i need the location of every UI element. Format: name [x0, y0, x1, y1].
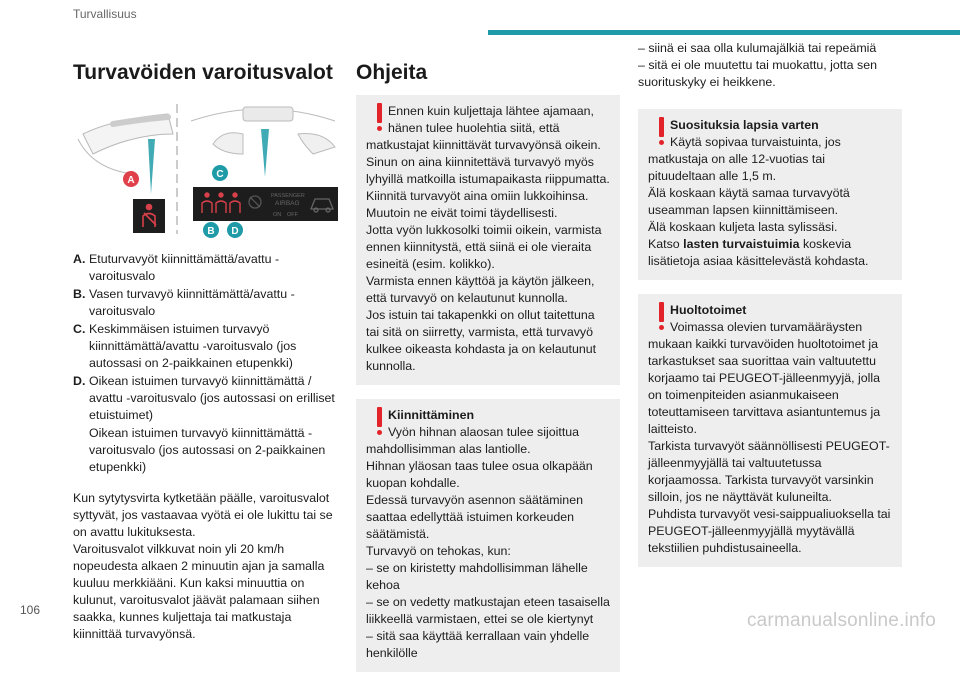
- legend-list: [73, 251, 343, 476]
- page-number: 106: [20, 603, 41, 617]
- legend-item-d-extra: Oikean istuimen turvavyö kiinnittämättä -varoitusvalo (jos autossasi on 2-paikkainen etupenkki): [89, 426, 326, 475]
- warning-box-fastening: Kiinnittäminen Vyön hihnan alaosan tulee sijoittua mahdollisimman alas lantiolle. Hihnan yläosan taas tulee osua olkapään kuopan kohdalle. Edessä turvavyön asennon säätäminen saattaa edellyttää istuimen korkeuden säätämistä. Turvavyö on tehokas, kun: – se on kiristetty mahdollisimman lähelle kehoa – se on vedetty matkustajan eteen tasaisella liikkeellä varmistaen, ettei se ole kiertynyt – sitä saa käyttää kerrallaan vain yhdelle henkilölle: [356, 399, 620, 672]
- panel-on-text: ON: [273, 212, 282, 219]
- column-recommendations: [638, 40, 902, 581]
- header-accent-bar: [488, 30, 960, 35]
- svg-text:D: D: [231, 226, 239, 238]
- svg-text:A: A: [127, 175, 135, 187]
- legend-item: C. Keskimmäisen istuimen turvavyö kiinnittämättä/avattu -varoitusvalo (jos autossasi on 2-paikkainen etupenkki): [73, 322, 297, 371]
- callout-a: [123, 171, 139, 187]
- warning-lamp-description: Kun sytytysvirta kytketään päälle, varoitusvalot syttyvät, jos vastaavaa vyötä ei ole lukittu tai se on avattu lukituksesta. Varoitusvalot vilkkuvat noin yli 20 km/h nopeudesta alkaen 2 minuutin ajan ja samalla kuuluu merkkiääni. Kun kaksi minuuttia on kulunut, varoitusvalot jäävät palamaan siihen saakka, kunnes kuljettaja tai matkustaja kiinnittää turvavyönsä.: [73, 491, 333, 642]
- panel-off-text: OFF: [287, 212, 298, 219]
- dashboard-illustration: [73, 99, 343, 239]
- warning-icon: [374, 103, 384, 131]
- panel-airbag-text: AIRBAG: [275, 200, 300, 208]
- callout-d: [227, 222, 243, 238]
- svg-text:B: B: [207, 226, 215, 238]
- cross-reference-link: lasten turvaistuimia: [683, 237, 800, 251]
- section-title-seatbelt-lamps: Turvavöiden varoitusvalot: [73, 61, 333, 84]
- legend-item: A. Etuturvavyöt kiinnittämättä/avattu -varoitusvalo: [73, 252, 280, 284]
- callout-b: [203, 222, 219, 238]
- callout-c: [212, 165, 228, 181]
- warning-box-maintenance: Huoltotoimet Voimassa olevien turvamääräysten mukaan kaikki turvavöiden huoltotoimet ja tarkastukset saa suorittaa vain valtuutettu korjaamo tai PEUGEOT-jälleenmyyjä, jolla on toimenpiteiden asianmukaiseen toteuttamiseen tarvittava asiantuntemus ja laitteisto. Tarkista turvavyöt säännöllisesti PEUGEOT-jälleenmyyjällä tai valtuutetussa korjaamossa. Tarkista turvavyöt varsinkin silloin, jos ne näyttävät kuluneilta. Puhdista turvavyöt vesi-saippualiuoksella tai PEUGEOT-jälleenmyyjällä myytävällä tekstiilien puhdistusaineella.: [638, 294, 902, 567]
- condition-list: – siinä ei saa olla kulumajälkiä tai repeämiä – sitä ei ole muutettu tai muokattu, jotta sen suorituskyky ei heikkene.: [638, 41, 877, 89]
- warning-box-children: Suosituksia lapsia varten Käytä sopivaa turvaistuinta, jos matkustaja on alle 12-vuotias tai pituudeltaan alle 1,5 m. Älä koskaan käytä samaa turvavyötä useamman lapsen kiinnittämiseen. Älä koskaan kuljeta lasta sylissäsi. Katso lasten turvaistuimia koskevia lisätietoja asiaa käsittelevästä kohdasta.: [638, 109, 902, 280]
- panel-passenger-text: PASSENGER: [271, 193, 305, 200]
- dashboard-diagram: [73, 99, 343, 239]
- section-title-instructions: Ohjeita: [356, 61, 428, 84]
- legend-item: B. Vasen turvavyö kiinnittämättä/avattu -varoitusvalo: [73, 287, 295, 319]
- column-instructions: [356, 60, 620, 686]
- legend-item: D. Oikean istuimen turvavyö kiinnittämättä / avattu -varoitusvalo (jos autossasi on erilliset etuistuimet): [73, 374, 335, 423]
- watermark: carmanualsonline.info: [746, 610, 936, 631]
- warning-icon: [374, 407, 384, 435]
- warning-icon: [656, 117, 666, 145]
- section-header: Turvallisuus: [73, 7, 137, 21]
- svg-text:C: C: [216, 169, 224, 181]
- column-seatbelt-warnings: [73, 60, 343, 643]
- warning-box-driver: Ennen kuin kuljettaja lähtee ajamaan, hänen tulee huolehtia siitä, että matkustajat kiinnittävät turvavyönsä oikein. Sinun on aina kiinnitettävä turvavyö myös lyhyillä matkoilla istumapaikasta riippumatta. Kiinnitä turvavyöt aina omiin lukkoihinsa. Muutoin ne eivät toimi täydellisesti. Jotta vyön lukkosolki toimii oikein, varmista ennen kiinnitystä, että siinä ei ole vieraita esineitä (esim. kolikko). Varmista ennen käyttöä ja käytön jälkeen, että turvavyö on kelautunut kunnolla. Jos istuin tai takapenkki on ollut taitettuna tai sitä on siirretty, varmista, että turvavyö kulkee oikeasta kohdasta ja on kelautunut kunnolla.: [356, 95, 620, 385]
- warning-icon: [656, 302, 666, 330]
